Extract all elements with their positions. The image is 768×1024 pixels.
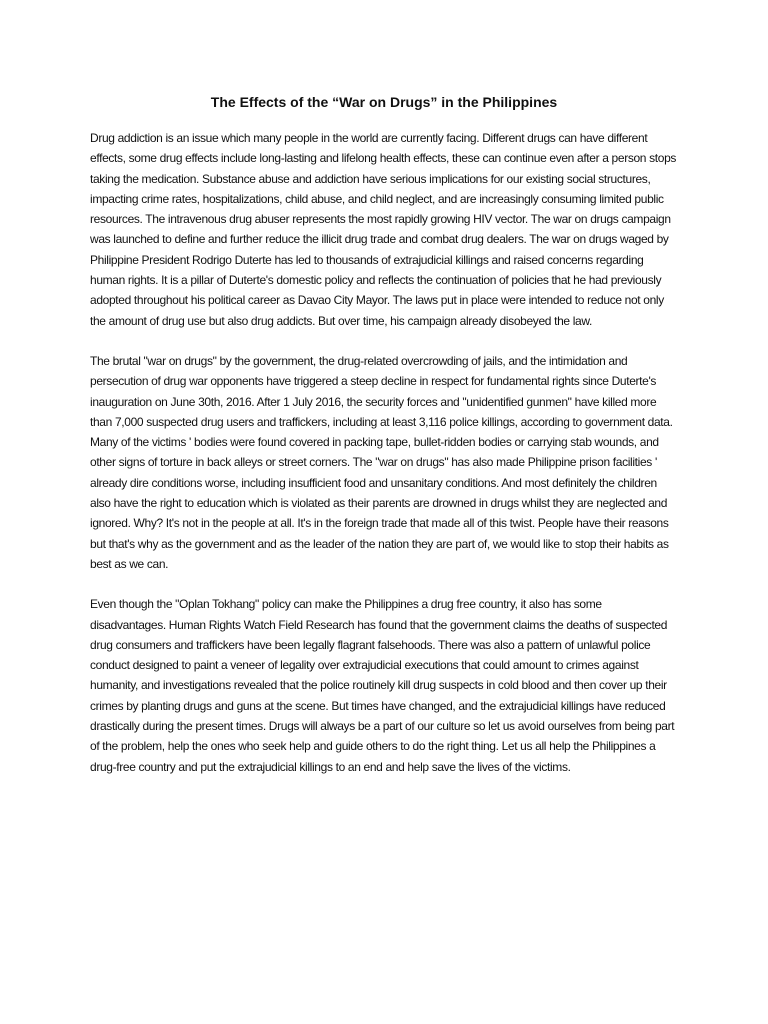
paragraph-3: Even though the "Oplan Tokhang" policy can make the Philippines a drug free country, it also has some disadvantages. Human Rights Watch Field Research has found that the government claims the deaths of suspected drug consumers and traffickers have been legally flagrant falsehoods. There was also a pattern of unlawful police conduct designed to paint a veneer of legality over extrajudicial executions that could amount to crimes against humanity, and investigations revealed that the police routinely kill drug suspects in cold blood and then cover up their crimes by planting drugs and guns at the scene. But times have changed, and the extrajudicial killings have reduced drastically during the present times. Drugs will always be a part of our culture so let us avoid ourselves from being part of the problem, help the ones who seek help and guide others to do the right thing. Let us all help the Philippines a drug-free country and put the extrajudicial killings to an end and help save the lives of the victims. bbox=[90, 597, 675, 774]
document-title: The Effects of the “War on Drugs” in the Philippines bbox=[210, 94, 558, 110]
paragraph-1: Drug addiction is an issue which many people in the world are currently facing. Different drugs can have different effects, some drug effects include long-lasting and lifelong health effects, these can continue even after a person stops taking the medication. Substance abuse and addiction have serious implications for our existing social structures, impacting crime rates, hospitalizations, child abuse, and child neglect, and are increasingly consuming limited public resources. The intravenous drug abuser represents the most rapidly growing HIV vector. The war on drugs campaign was launched to define and further reduce the illicit drug trade and combat drug dealers. The war on drugs waged by Philippine President Rodrigo Duterte has led to thousands of extrajudicial killings and raised concerns regarding human rights. It is a pillar of Duterte's domestic policy and reflects the continuation of policies that he had previously adopted throughout his political career as Davao City Mayor. The laws put in place were intended to reduce not only the amount of drug use but also drug addicts. But over time, his campaign already disobeyed the law. bbox=[90, 131, 677, 328]
paragraph-2: The brutal "war on drugs" by the government, the drug-related overcrowding of jails, and the intimidation and persecution of drug war opponents have triggered a steep decline in respect for fundamental rights since Duterte's inauguration on June 30th, 2016. After 1 July 2016, the security forces and "unidentified gunmen" have killed more than 7,000 suspected drug users and traffickers, including at least 3,116 police killings, according to government data. Many of the victims ' bodies were found covered in packing tape, bullet-ridden bodies or carrying stab wounds, and other signs of torture in back alleys or street corners. The "war on drugs" has also made Philippine prison facilities ' already dire conditions worse, including insufficient food and unsanitary conditions. And most definitely the children also have the right to education which is violated as their parents are drowned in drugs whilst they are neglected and ignored. Why? It's not in the people at all. It's in the foreign trade that made all of this twist. People have their reasons but that's why as the government and as the leader of the nation they are part of, we would like to stop their habits as best as we can. bbox=[90, 353, 673, 571]
document-body bbox=[90, 128, 678, 797]
